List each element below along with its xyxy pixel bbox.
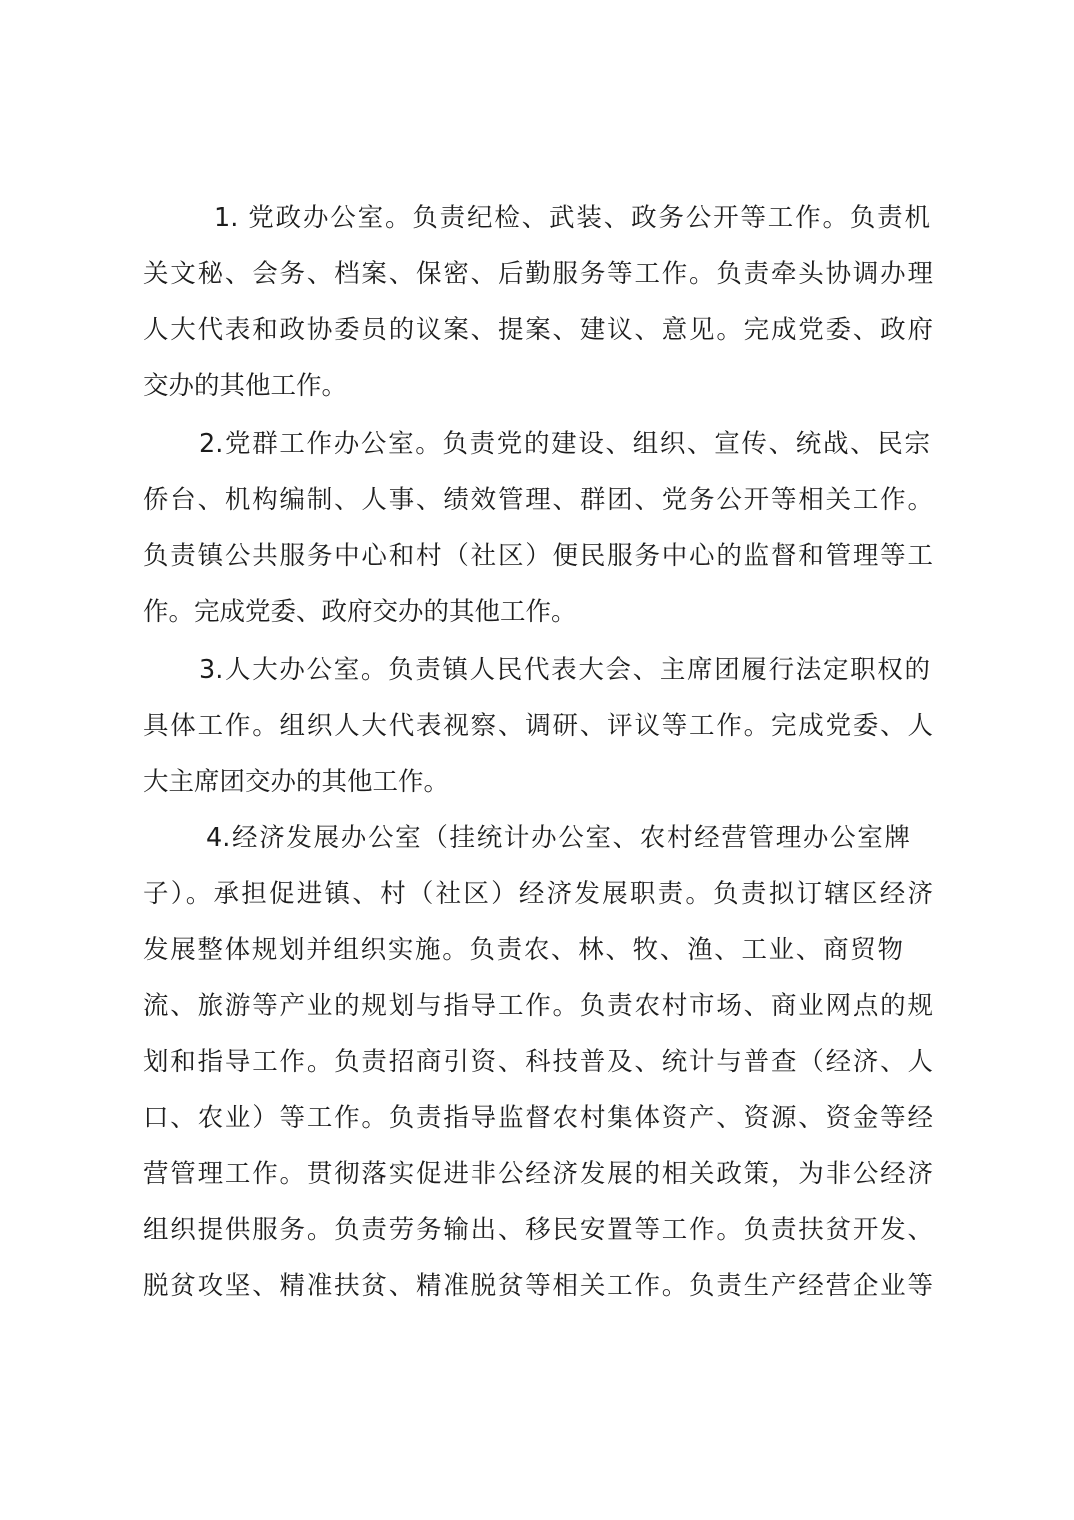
paragraph-2-line-2: 侨台、机构编制、人事、绩效管理、群团、党务公开等相关工作。 <box>143 485 933 515</box>
paragraph-2-line-4: 作。完成党委、政府交办的其他工作。 <box>143 597 577 627</box>
paragraph-2-line-3: 负责镇公共服务中心和村（社区）便民服务中心的监督和管理等工 <box>143 541 933 571</box>
paragraph-4-line-4: 流、旅游等产业的规划与指导工作。负责农村市场、商业网点的规 <box>143 991 933 1021</box>
paragraph-3-line-1: 3.人大办公室。负责镇人民代表大会、主席团履行法定职权的 <box>199 655 930 685</box>
paragraph-4-line-9: 脱贫攻坚、精准扶贫、精准脱贫等相关工作。负责生产经营企业等 <box>143 1271 933 1301</box>
paragraph-1-line-3: 人大代表和政协委员的议案、提案、建议、意见。完成党委、政府 <box>143 315 933 345</box>
paragraph-4-line-3: 发展整体规划并组织实施。负责农、林、牧、渔、工业、商贸物 <box>143 935 903 965</box>
paragraph-1-line-2: 关文秘、会务、档案、保密、后勤服务等工作。负责牵头协调办理 <box>143 259 933 289</box>
paragraph-3-line-2: 具体工作。组织人大代表视察、调研、评议等工作。完成党委、人 <box>143 711 933 741</box>
paragraph-4-line-5: 划和指导工作。负责招商引资、科技普及、统计与普查（经济、人 <box>143 1047 933 1077</box>
paragraph-1-line-4: 交办的其他工作。 <box>143 371 348 401</box>
paragraph-3-line-3: 大主席团交办的其他工作。 <box>143 767 450 797</box>
paragraph-4-line-6: 口、农业）等工作。负责指导监督农村集体资产、资源、资金等经 <box>143 1103 933 1133</box>
paragraph-1-line-1: 1. 党政办公室。负责纪检、武装、政务公开等工作。负责机 <box>214 203 930 233</box>
paragraph-4-line-1: 4.经济发展办公室（挂统计办公室、农村经营管理办公室牌 <box>206 823 910 853</box>
paragraph-4-line-2: 子）。承担促进镇、村（社区）经济发展职责。负责拟订辖区经济 <box>143 879 933 909</box>
paragraph-2-line-1: 2.党群工作办公室。负责党的建设、组织、宣传、统战、民宗 <box>199 429 930 459</box>
paragraph-4-line-7: 营管理工作。贯彻落实促进非公经济发展的相关政策，为非公经济 <box>143 1159 933 1189</box>
paragraph-4-line-8: 组织提供服务。负责劳务输出、移民安置等工作。负责扶贫开发、 <box>143 1215 933 1245</box>
